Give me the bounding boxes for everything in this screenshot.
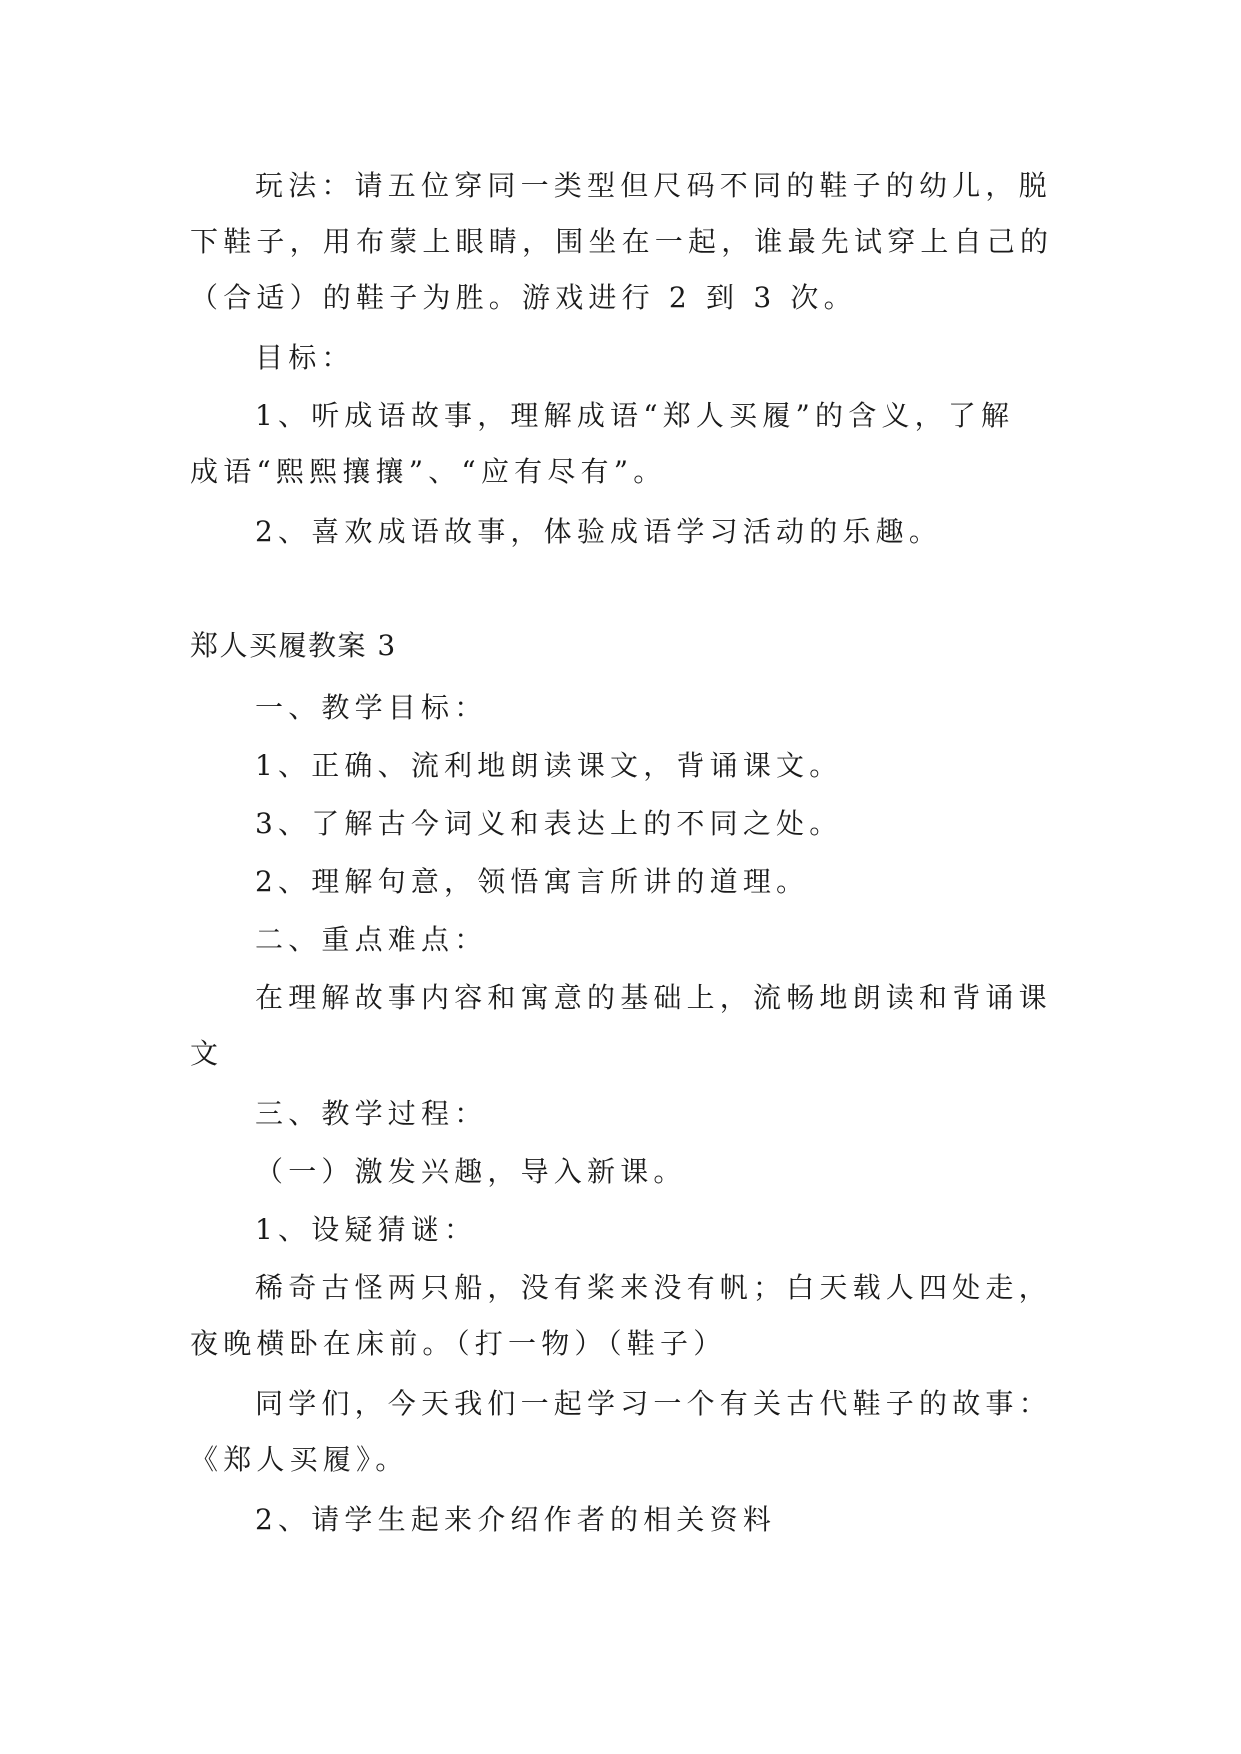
paragraph-gameplay-line2: 下鞋子，用布蒙上眼睛，围坐在一起，谁最先试穿上自己的 [190, 225, 1054, 258]
section-1-item-1: 1、正确、流利地朗读课文，背诵课文。 [255, 749, 843, 782]
section-2-line1: 在理解故事内容和寓意的基础上，流畅地朗读和背诵课 [255, 981, 1052, 1014]
section-3-title: 三、教学过程： [255, 1097, 488, 1130]
riddle-line2: 夜晚横卧在床前。（打一物）（鞋子） [190, 1327, 727, 1360]
goal-title: 目标： [255, 341, 355, 374]
section-3-subsection-1: （一）激发兴趣，导入新课。 [255, 1155, 687, 1188]
section-1-item-2: 2、理解句意，领悟寓言所讲的道理。 [255, 865, 810, 898]
section-2-line2: 文 [190, 1037, 224, 1070]
section-2-title: 二、重点难点： [255, 923, 488, 956]
section-3-item-2: 2、请学生起来介绍作者的相关资料 [255, 1503, 777, 1536]
paragraph-gameplay-line3: （合适）的鞋子为胜。游戏进行 2 到 3 次。 [190, 281, 857, 314]
intro-line2: 《郑人买履》。 [190, 1443, 409, 1476]
section-heading: 郑人买履教案 3 [190, 629, 397, 662]
goal-item-1-line1: 1、听成语故事，理解成语“郑人买履”的含义，了解 [255, 399, 1015, 432]
intro-line1: 同学们，今天我们一起学习一个有关古代鞋子的故事： [255, 1387, 1052, 1420]
paragraph-gameplay-line1: 玩法：请五位穿同一类型但尺码不同的鞋子的幼儿，脱 [255, 169, 1052, 202]
riddle-line1: 稀奇古怪两只船，没有桨来没有帆；白天载人四处走， [255, 1271, 1052, 1304]
section-1-title: 一、教学目标： [255, 691, 488, 724]
section-1-item-3: 3、了解古今词义和表达上的不同之处。 [255, 807, 843, 840]
goal-item-1-line2: 成语“熙熙攘攘”、“应有尽有”。 [190, 455, 667, 488]
goal-item-2: 2、喜欢成语故事，体验成语学习活动的乐趣。 [255, 515, 943, 548]
section-3-item-1: 1、设疑猜谜： [255, 1213, 478, 1246]
